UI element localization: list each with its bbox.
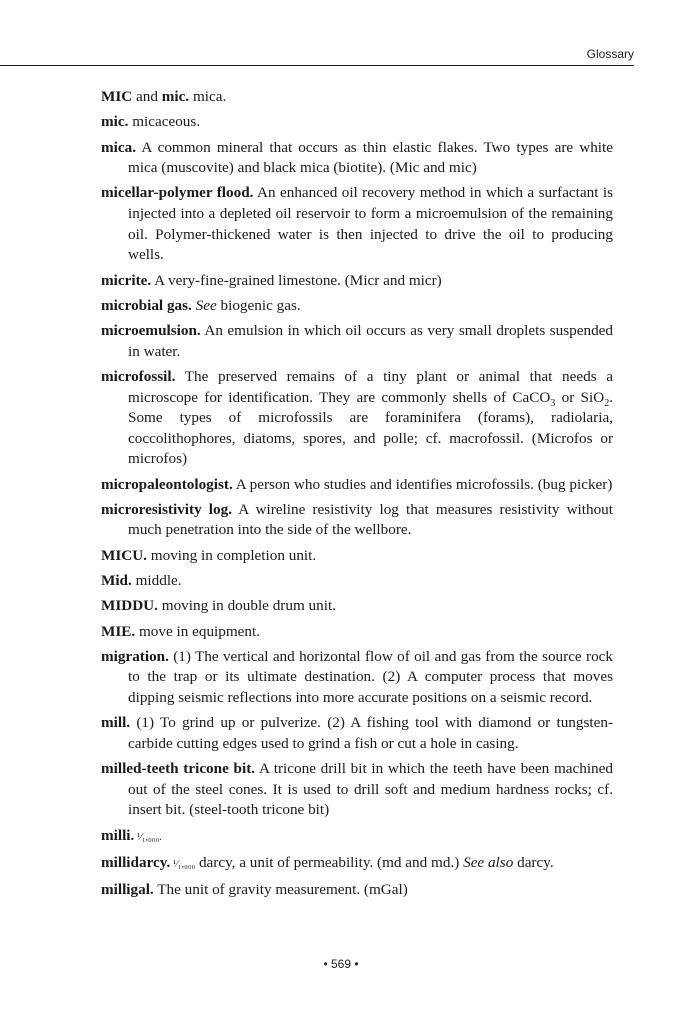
glossary-entry-mid xyxy=(101,571,613,592)
entry-definition: A wireline resistivity log that measures resistivity without much penetration into the side of the wellbore. xyxy=(128,500,613,539)
entry-term: milli. xyxy=(101,826,135,844)
glossary-entry-microbial-gas xyxy=(101,296,613,317)
glossary-entry-micrite xyxy=(101,271,613,292)
glossary-entry-milled-teeth-tricone-bit xyxy=(101,759,613,821)
entry-term: microemulsion. xyxy=(101,322,201,340)
glossary-entry-milli xyxy=(101,826,613,849)
entry-term: microbial gas. xyxy=(101,296,192,314)
entry-definition: A person who studies and identifies microfossils. (bug picker) xyxy=(232,475,613,493)
header-rule xyxy=(0,65,634,66)
entry-term: mica. xyxy=(101,138,137,156)
glossary-entry-microresistivity-log xyxy=(101,500,613,541)
glossary-entry-micellar-polymer-flood xyxy=(101,183,613,265)
entry-term: MIC xyxy=(101,88,133,105)
entry-term: migration. xyxy=(101,647,169,665)
entry-text: and xyxy=(132,88,162,105)
entry-term: microresistivity log. xyxy=(101,500,232,518)
entry-definition: . Some types of microfossils are foraminifera (forams), radiolaria, coccolithophores, diatoms, spores, and polle; cf. macrofossil. (Microfos or microfos) xyxy=(128,388,613,468)
entry-definition: The unit of gravity measurement. (mGal) xyxy=(153,881,408,899)
glossary-entry-mica xyxy=(101,138,613,179)
entry-definition: mica. xyxy=(189,88,227,105)
entry-definition: A tricone drill bit in which the teeth have been machined out of the steel cones. It is used to drill soft and medium hardness rocks; cf. insert bit. (steel-tooth tricone bit) xyxy=(128,760,613,819)
entry-term: millidarcy. xyxy=(101,853,171,871)
entry-term: Mid. xyxy=(101,572,132,590)
glossary-entry-millidarcy xyxy=(101,853,613,876)
entry-definition: middle. xyxy=(131,572,182,590)
entry-definition: (1) The vertical and horizontal flow of oil and gas from the source rock to the trap or its ultimate destination. (2) A computer process that moves dipping seismic reflections into more accurate positions on a seismic record. xyxy=(128,647,613,707)
glossary-entry-micu xyxy=(101,546,613,567)
glossary-entry-mic xyxy=(101,112,613,133)
subscript: 2 xyxy=(604,397,610,409)
entry-term: mic. xyxy=(161,88,190,105)
entry-definition: An emulsion in which oil occurs as very small droplets suspended in water. xyxy=(128,322,613,360)
subscript: 3 xyxy=(550,397,556,409)
entry-definition: micaceous. xyxy=(128,113,201,131)
entry-definition: biogenic gas. xyxy=(216,296,301,314)
glossary-entry-milligal xyxy=(101,880,613,901)
entry-term: MICU. xyxy=(101,546,147,564)
entry-definition: moving in completion unit. xyxy=(146,546,317,564)
entry-definition: or SiO xyxy=(555,388,605,406)
entry-term: milled-teeth tricone bit. xyxy=(101,760,256,778)
entry-definition: An enhanced oil recovery method in which a surfactant is injected into a depleted oil reservoir to form a microemulsion of the remaining oil. Polymer-thickened water is then injected to drive the oil to producing wells. xyxy=(128,184,613,264)
entry-term: MIE. xyxy=(101,622,136,640)
glossary-entry-microemulsion xyxy=(101,321,613,362)
entry-definition: moving in double drum unit. xyxy=(157,597,336,615)
fraction: ¹⁄₁,₀₀₀ xyxy=(170,858,196,870)
entry-term: MIDDU. xyxy=(101,597,158,615)
entry-definition: The preserved remains of a tiny plant or animal that needs a microscope for identification. They are commonly shells of CaCO xyxy=(128,367,613,406)
entry-definition: A common mineral that occurs as thin elastic flakes. Two types are white mica (muscovite) and black mica (biotite). (Mic and mic) xyxy=(128,138,613,177)
see-reference: See xyxy=(191,296,217,314)
glossary-entry-mie xyxy=(101,622,613,643)
page-number: • 569 • xyxy=(323,957,359,971)
entry-term: microfossil. xyxy=(101,367,176,385)
entry-term: mill. xyxy=(101,714,131,732)
see-also-reference: See also xyxy=(463,853,514,871)
glossary-entry-micropaleontologist xyxy=(101,475,613,496)
entry-term: micrite. xyxy=(101,271,152,289)
glossary-entry-middu xyxy=(101,596,613,617)
glossary-entries xyxy=(101,87,613,906)
glossary-entry-mic-and-mic xyxy=(101,87,613,108)
entry-term: milligal. xyxy=(101,881,154,899)
entry-definition: A very-fine-grained limestone. (Micr and micr) xyxy=(151,271,442,289)
entry-definition: darcy, a unit of permeability. (md and md.) xyxy=(195,853,464,871)
entry-definition: (1) To grind up or pulverize. (2) A fishing tool with diamond or tungsten-carbide cutting edges used to grind a fish or cut a hole in casing. xyxy=(128,714,613,752)
glossary-entry-migration xyxy=(101,647,613,709)
entry-definition: move in equipment. xyxy=(135,622,261,640)
glossary-entry-mill xyxy=(101,713,613,754)
running-head: Glossary xyxy=(586,47,634,61)
entry-term: micropaleontologist. xyxy=(101,475,233,493)
glossary-entry-microfossil xyxy=(101,367,613,470)
entry-term: micellar-polymer flood. xyxy=(101,184,254,202)
fraction: ¹⁄₁,₀₀₀. xyxy=(134,831,162,843)
entry-term: mic. xyxy=(101,113,129,131)
entry-definition: darcy. xyxy=(513,853,554,871)
